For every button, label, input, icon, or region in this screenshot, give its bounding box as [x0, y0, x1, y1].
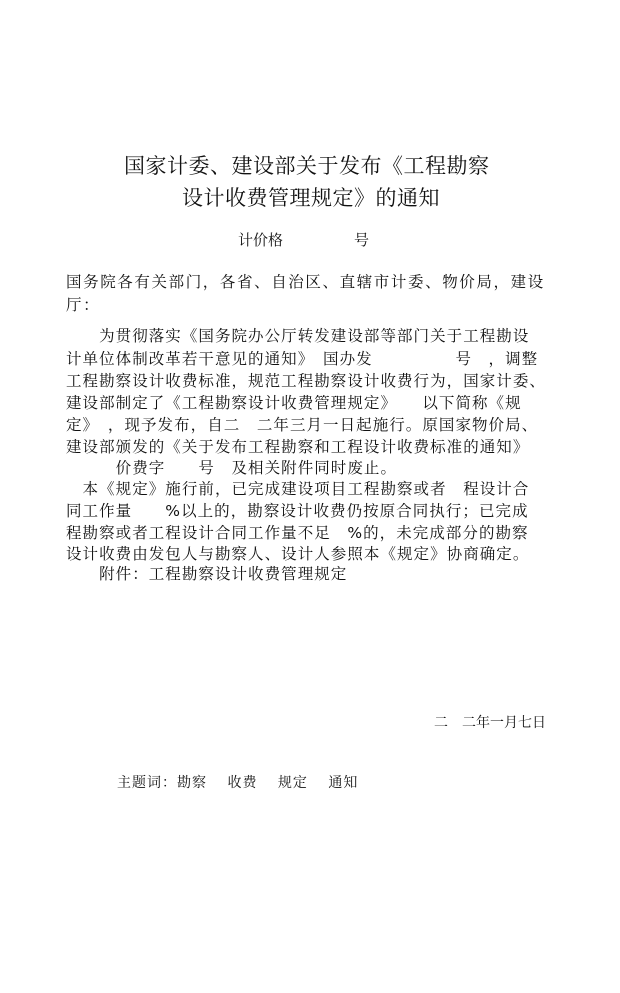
body-line: 本《规定》施行前，已完成建设项目工程勘察或者 程设计合 — [66, 480, 530, 498]
addressee-line-2: 厅： — [66, 296, 101, 314]
body-line: 计单位体制改革若干意见的通知》 国办发 号 ，调整 — [66, 350, 539, 368]
body-line: 工程勘察设计收费标准，规范工程勘察设计收费行为，国家计委、 — [66, 372, 546, 390]
body-line: 价费字 号 及相关附件同时废止。 — [66, 459, 398, 477]
body-line: 程勘察或者工程设计合同工作量不足 %的，未完成部分的勘察 — [66, 524, 529, 542]
issue-date: 二 二年一月七日 — [434, 715, 546, 731]
document-title-line-2: 设计收费管理规定》的通知 — [182, 186, 440, 210]
attachment-line: 附件：工程勘察设计收费管理规定 — [66, 565, 348, 583]
subject-keywords: 主题词：勘察 收费 规定 通知 — [117, 775, 359, 791]
body-line: 建设部制定了《工程勘察设计收费管理规定》 以下简称《规 — [66, 394, 522, 412]
addressee-line-1: 国务院各有关部门，各省、自治区、直辖市计委、物价局，建设 — [66, 273, 545, 291]
document-title-line-1: 国家计委、建设部关于发布《工程勘察 — [124, 154, 490, 178]
body-line: 为贯彻落实《国务院办公厅转发建设部等部门关于工程勘设 — [66, 327, 530, 345]
document-number-prefix: 计价格 — [238, 231, 284, 249]
body-line: 定》 ，现予发布，自二 二年三月一日起施行。原国家物价局、 — [66, 416, 539, 434]
document-number-suffix: 号 — [354, 231, 370, 249]
body-line: 同工作量 %以上的，勘察设计收费仍按原合同执行；已完成 — [66, 502, 529, 520]
body-line: 建设部颁发的《关于发布工程勘察和工程设计收费标准的通知》 — [66, 438, 530, 456]
body-line: 设计收费由发包人与勘察人、设计人参照本《规定》协商确定。 — [66, 545, 530, 563]
